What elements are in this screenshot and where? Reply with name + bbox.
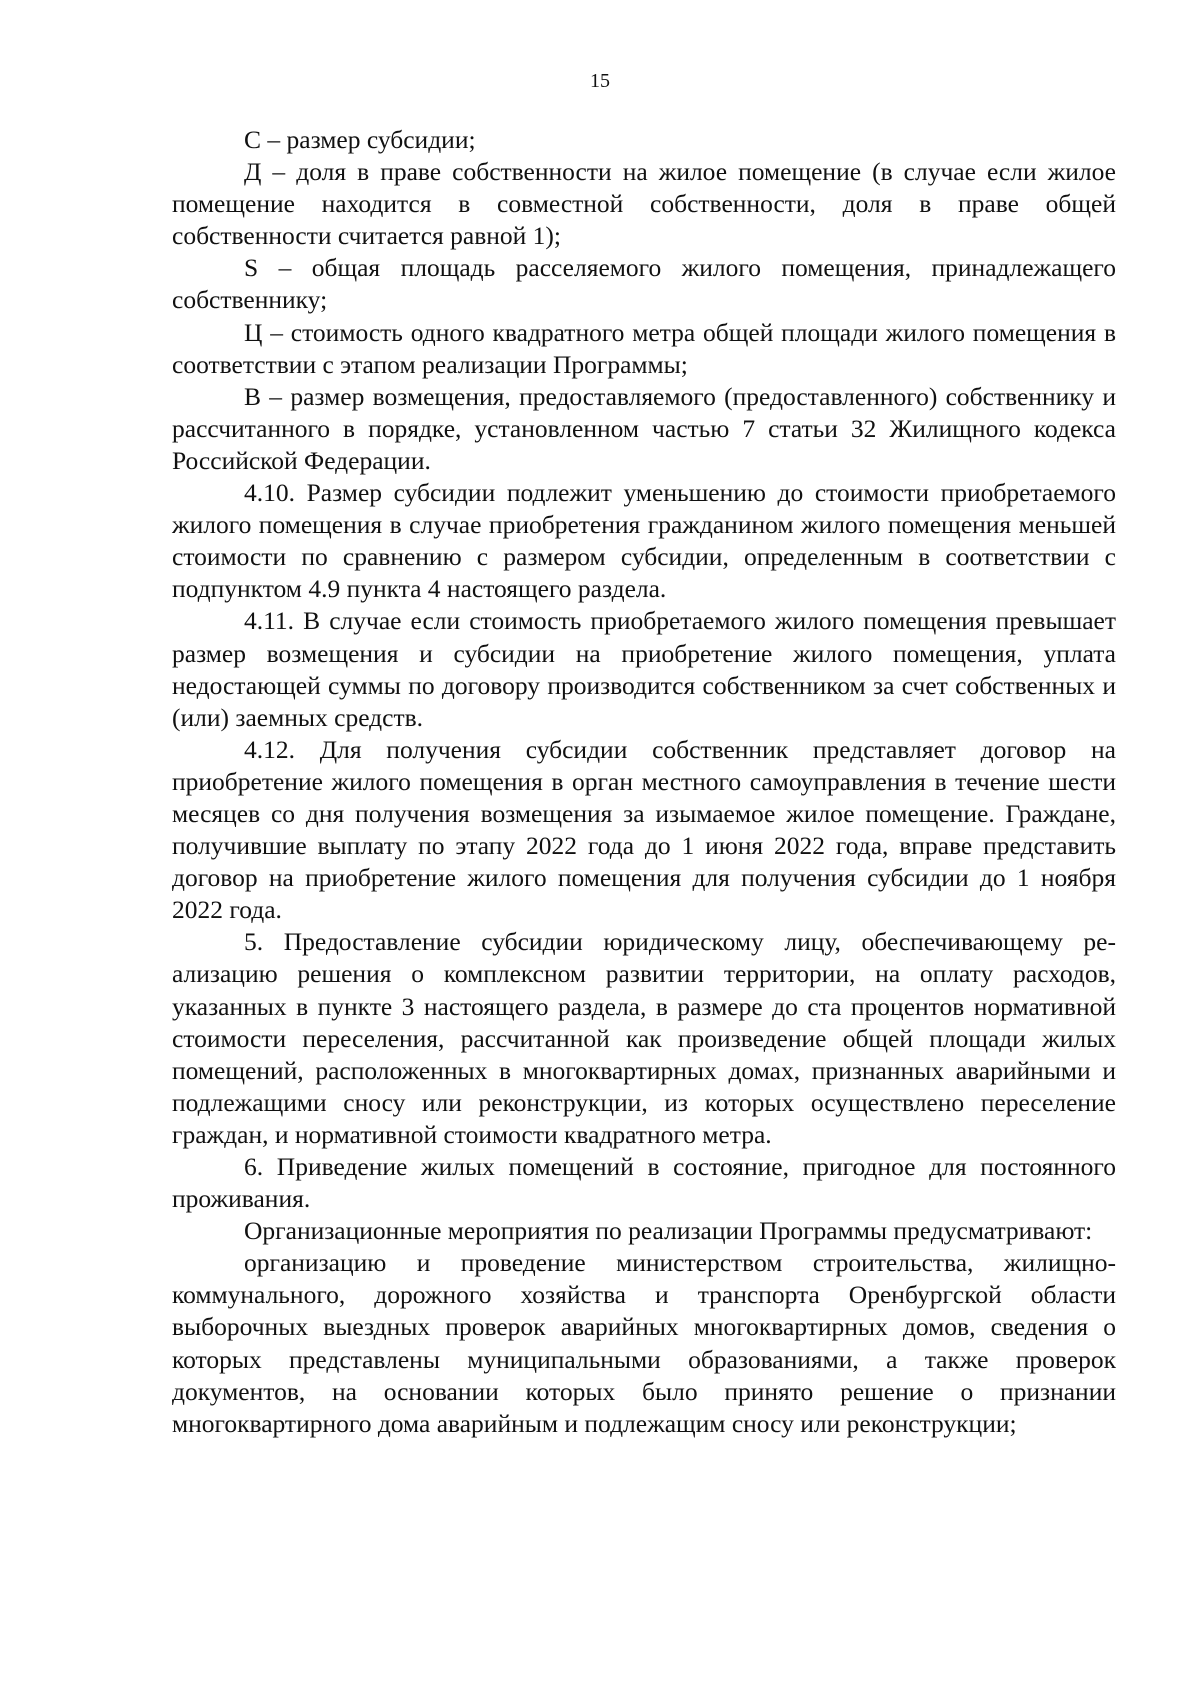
page-number: 15 bbox=[590, 70, 610, 92]
paragraph-6: 6. Приведение жилых помещений в состояние, пригодное для постоянного проживания. bbox=[172, 1152, 1116, 1214]
paragraph-definition-s: S – общая площадь расселяемого жилого помещения, принадлежащего собственнику; bbox=[172, 253, 1116, 315]
document-body bbox=[172, 124, 1116, 1440]
paragraph-organizational-measures: Организационные мероприятия по реализации Программы предусматривают: bbox=[244, 1216, 1093, 1246]
paragraph-definition-ts: Ц – стоимость одного квадратного метра общей площади жилого помещения в соответствии с этапом реализации Программы; bbox=[172, 317, 1116, 379]
paragraph-5: 5. Предоставление субсидии юридическому лицу, обеспечивающему реализацию решения о комплексном развитии территории, на оплату расходов, указанных в пункте 3 настоящего раздела, в размере до ста процентов нормативной стоимости переселения, рассчитанной как произведение общей площади жилых помещений, расположенных в многоквартирных домах, признанных аварийными и подлежащими сносу или реконструкции, из которых осуществлено переселение граждан, и нормативной стоимости квадратного метра. bbox=[172, 927, 1116, 1149]
paragraph-definition-d: Д – доля в праве собственности на жилое помещение (в случае если жилое помещение находится в совместной собственности, доля в праве общей собственности считается равной 1); bbox=[172, 157, 1116, 251]
paragraph-definition-v: В – размер возмещения, предоставляемого (предоставленного) собственнику и рассчитанного в порядке, установленном частью 7 статьи 32 Жилищного кодекса Российской Федерации. bbox=[172, 381, 1116, 475]
paragraph-4-11: 4.11. В случае если стоимость приобретаемого жилого помещения превышает размер возмещения и субсидии на приобретение жилого помещения, уплата недостающей суммы по договору производится собственником за счет собственных и (или) заемных средств. bbox=[172, 606, 1116, 732]
paragraph-definition-c: С – размер субсидии; bbox=[244, 125, 476, 154]
paragraph-4-12: 4.12. Для получения субсидии собственник представляет договор на приобретение жилого помещения в орган местного самоуправления в течение шести месяцев со дня получения возмещения за изымаемое жилое помещение. Граждане, получившие выплату по этапу 2022 года до 1 июня 2022 года, вправе представить договор на приобретение жилого помещения для получения субсидии до 1 ноября 2022 года. bbox=[172, 734, 1116, 925]
paragraph-inspections: организацию и проведение министерством строительства, жилищно-коммунального, дорожного хозяйства и транспорта Оренбургской области выборочных выездных проверок аварийных многоквартирных домов, сведения о которых представлены муниципальными образованиями, а также проверок документов, на основании которых было принято решение о признании многоквартирного дома аварийным и подлежащим сносу или реконструкции; bbox=[172, 1248, 1116, 1438]
paragraph-4-10: 4.10. Размер субсидии подлежит уменьшению до стоимости приобретаемого жилого помещения в случае приобретения гражданином жилого помещения меньшей стоимости по сравнению с размером субсидии, определенным в соответствии с подпунктом 4.9 пункта 4 настоящего раздела. bbox=[172, 478, 1116, 604]
